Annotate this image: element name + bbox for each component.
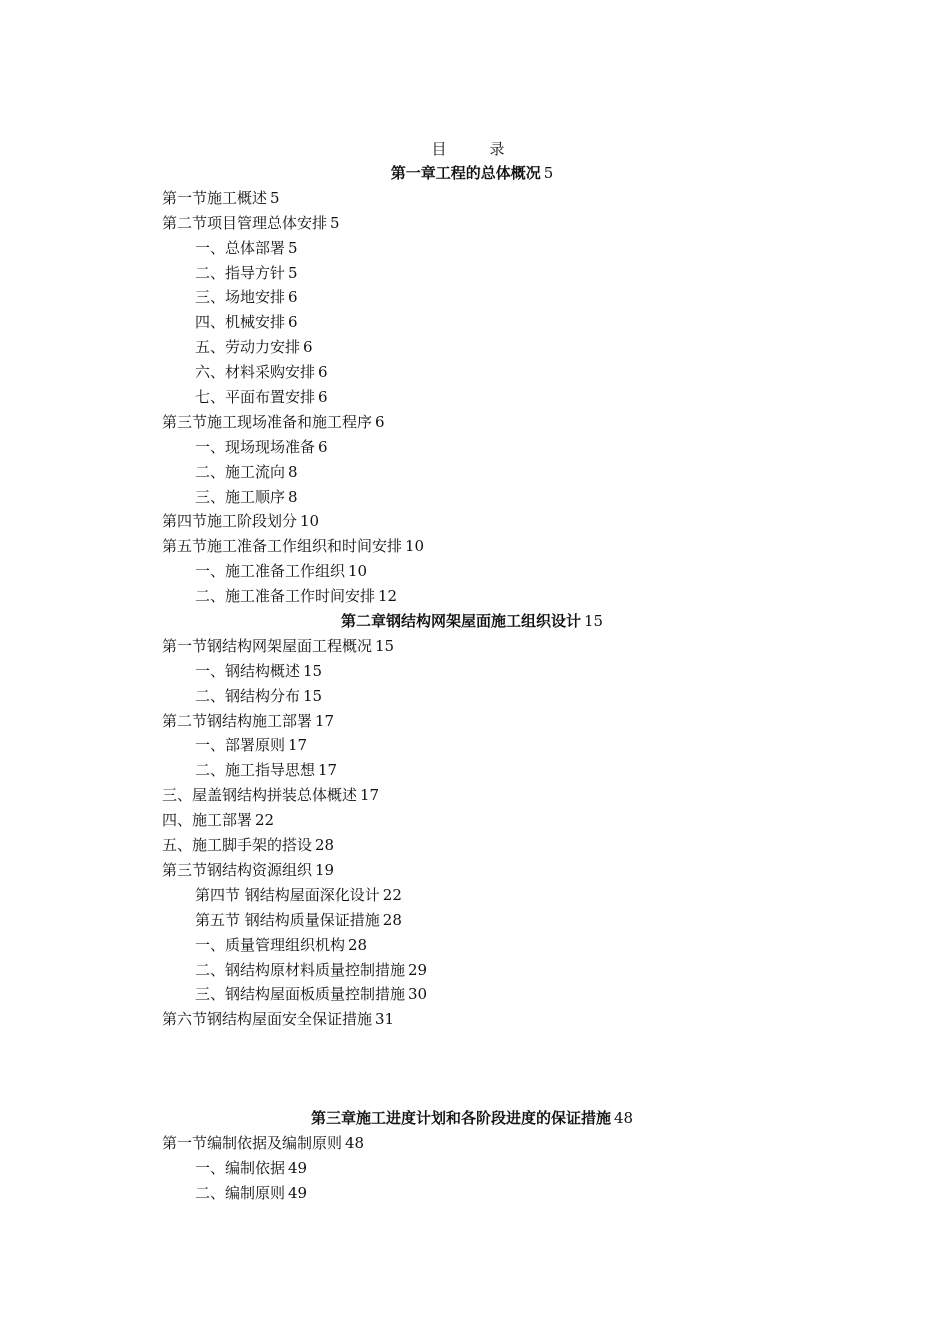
toc-page-number: 17 [288, 736, 308, 755]
toc-page-number: 6 [375, 412, 385, 431]
toc-entry[interactable] [195, 559, 802, 584]
toc-entry-label: 三、钢结构屋面板质量控制措施 [195, 985, 406, 1004]
toc-page-number: 22 [255, 811, 275, 830]
toc-entry-label: 第二节项目管理总体安排 [162, 213, 328, 232]
toc-page-number: 48 [345, 1133, 365, 1152]
toc-entry[interactable] [195, 310, 802, 335]
toc-entry[interactable] [162, 1131, 802, 1156]
toc-entry[interactable] [162, 1007, 802, 1032]
toc-entry-label: 第三节钢结构资源组织 [162, 860, 313, 879]
toc-page-number: 19 [315, 860, 335, 879]
toc-entry[interactable] [162, 709, 802, 734]
toc-page-number: 10 [300, 512, 320, 531]
toc-entry-label: 第四节施工阶段划分 [162, 512, 298, 531]
toc-page-number: 10 [405, 537, 425, 556]
toc-chapter-entry[interactable] [162, 161, 782, 186]
toc-entry[interactable] [162, 509, 802, 534]
toc-page-number: 28 [315, 836, 335, 855]
toc-page-number: 8 [288, 462, 298, 481]
toc-entry-label: 二、钢结构分布 [195, 686, 301, 705]
toc-entry-label: 五、劳动力安排 [195, 338, 301, 357]
toc-entry[interactable] [195, 335, 802, 360]
toc-entry-label: 二、施工流向 [195, 462, 286, 481]
toc-entry-label: 第一节钢结构网架屋面工程概况 [162, 636, 373, 655]
toc-entry[interactable] [195, 684, 802, 709]
toc-entry-label: 第五节施工准备工作组织和时间安排 [162, 537, 403, 556]
toc-page-number: 6 [303, 338, 313, 357]
toc-page-number: 5 [270, 188, 280, 207]
toc-entry-label: 第二章钢结构网架屋面施工组织设计 [340, 612, 581, 631]
toc-entry[interactable] [162, 833, 802, 858]
toc-title: 目 录 [431, 140, 519, 158]
toc-page-number: 48 [613, 1109, 634, 1127]
toc-page-number: 5 [288, 238, 298, 257]
toc-page-number: 5 [543, 164, 554, 182]
toc-page-number: 6 [288, 313, 298, 332]
toc-page-number: 15 [303, 661, 323, 680]
toc-entry[interactable] [195, 360, 802, 385]
toc-entry-label: 一、钢结构概述 [195, 661, 301, 680]
toc-entry[interactable] [195, 933, 802, 958]
toc-entry-label: 二、施工指导思想 [195, 761, 316, 780]
toc-entry-label: 二、钢结构原材料质量控制措施 [195, 960, 406, 979]
toc-entry[interactable] [162, 783, 802, 808]
toc-entry-label: 第六节钢结构屋面安全保证措施 [162, 1010, 373, 1029]
toc-entry-label: 一、质量管理组织机构 [195, 935, 346, 954]
toc-entry[interactable] [195, 261, 802, 286]
toc-entry-label: 一、现场现场准备 [195, 437, 316, 456]
toc-entry[interactable] [195, 485, 802, 510]
toc-entry-label: 三、场地安排 [195, 288, 286, 307]
toc-chapter-entry[interactable] [162, 1106, 782, 1131]
toc-page-number: 5 [330, 213, 340, 232]
toc-entry[interactable] [162, 410, 802, 435]
toc-page-number: 15 [303, 686, 323, 705]
toc-page-number: 12 [378, 587, 398, 606]
toc-page-number: 49 [288, 1183, 308, 1202]
toc-entry[interactable] [195, 883, 802, 908]
toc-entry-label: 第一节编制依据及编制原则 [162, 1133, 343, 1152]
toc-page-number: 30 [408, 985, 428, 1004]
toc-chapter-entry[interactable] [162, 609, 782, 634]
toc-page-number: 6 [288, 288, 298, 307]
toc-page-number: 6 [318, 363, 328, 382]
toc-entry[interactable] [195, 236, 802, 261]
toc-entry[interactable] [162, 858, 802, 883]
toc-entry-label: 一、部署原则 [195, 736, 286, 755]
toc-entry[interactable] [162, 808, 802, 833]
toc-entry[interactable] [195, 584, 802, 609]
toc-entry-label: 第二节钢结构施工部署 [162, 711, 313, 730]
toc-entry[interactable] [195, 908, 802, 933]
toc-page-number: 49 [288, 1158, 308, 1177]
toc-entry[interactable] [195, 285, 802, 310]
toc-entry[interactable] [195, 460, 802, 485]
toc-entry-label: 二、编制原则 [195, 1183, 286, 1202]
toc-entry[interactable] [195, 958, 802, 983]
toc-entry-label: 三、施工顺序 [195, 487, 286, 506]
toc-entry-label: 二、施工准备工作时间安排 [195, 587, 376, 606]
toc-entry[interactable] [195, 435, 802, 460]
toc-page-number: 15 [583, 612, 604, 631]
toc-page-number: 6 [318, 388, 328, 407]
toc-page-number: 6 [318, 437, 328, 456]
toc-entry-label: 第三节施工现场准备和施工程序 [162, 412, 373, 431]
toc-list-part1 [162, 161, 802, 1032]
toc-entry[interactable] [195, 1156, 802, 1181]
toc-entry-label: 第一节施工概述 [162, 188, 268, 207]
toc-entry-label: 六、材料采购安排 [195, 363, 316, 382]
toc-entry-label: 五、施工脚手架的搭设 [162, 836, 313, 855]
toc-page-number: 17 [360, 786, 380, 805]
toc-entry[interactable] [162, 534, 802, 559]
toc-entry-label: 第一章工程的总体概况 [390, 164, 541, 182]
toc-entry-label: 四、施工部署 [162, 811, 253, 830]
toc-entry[interactable] [195, 982, 802, 1007]
toc-page-number: 28 [348, 935, 368, 954]
toc-page-number: 8 [288, 487, 298, 506]
toc-page-number: 31 [375, 1010, 395, 1029]
toc-entry[interactable] [195, 1181, 802, 1206]
toc-entry-label: 一、施工准备工作组织 [195, 562, 346, 581]
toc-list-part2 [162, 1106, 802, 1206]
toc-entry-label: 一、总体部署 [195, 238, 286, 257]
toc-page-number: 17 [318, 761, 338, 780]
toc-page-number: 29 [408, 960, 428, 979]
toc-page-number: 22 [382, 885, 402, 904]
toc-entry-label: 一、编制依据 [195, 1158, 286, 1177]
toc-page-number: 10 [348, 562, 368, 581]
toc-entry-label: 七、平面布置安排 [195, 388, 316, 407]
toc-entry-label: 第四节 钢结构屋面深化设计 [195, 885, 380, 904]
toc-entry[interactable] [162, 634, 802, 659]
toc-entry[interactable] [195, 659, 802, 684]
toc-entry-label: 二、指导方针 [195, 263, 286, 282]
toc-page-number: 15 [375, 636, 395, 655]
toc-entry-label: 第三章施工进度计划和各阶段进度的保证措施 [310, 1109, 611, 1127]
toc-page-number: 28 [382, 910, 402, 929]
toc-entry-label: 第五节 钢结构质量保证措施 [195, 910, 380, 929]
toc-entry[interactable] [195, 758, 802, 783]
toc-page-number: 17 [315, 711, 335, 730]
toc-entry[interactable] [162, 211, 802, 236]
toc-entry[interactable] [195, 733, 802, 758]
toc-entry-label: 三、屋盖钢结构拼装总体概述 [162, 786, 358, 805]
toc-page-number: 5 [288, 263, 298, 282]
toc-entry-label: 四、机械安排 [195, 313, 286, 332]
toc-entry[interactable] [195, 385, 802, 410]
toc-entry[interactable] [162, 186, 802, 211]
